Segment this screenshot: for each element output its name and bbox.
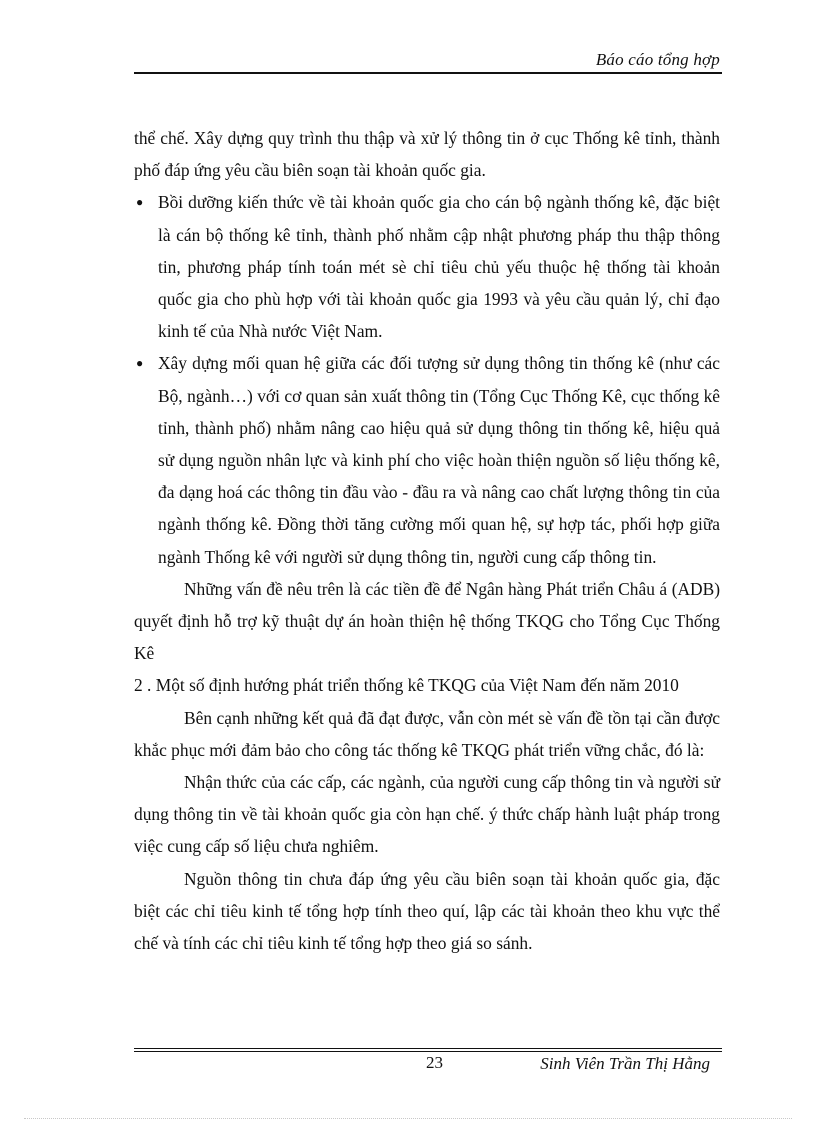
footer-author: Sinh Viên Trần Thị Hằng [540, 1054, 710, 1073]
paragraph-issues: Bên cạnh những kết quả đã đạt được, vẫn còn mét sè vấn đề tồn tại cần được khắc phục mới đảm bảo cho công tác thống kê TKQG phát triển vững chắc, đó là: [134, 707, 720, 760]
paragraph-adb: Những vấn đề nêu trên là các tiền đề để Ngân hàng Phát triển Châu á (ADB) quyết định hỗ trợ kỹ thuật dự án hoàn thiện hệ thống TKQG cho Tổng Cục Thống Kê [134, 578, 720, 664]
header-divider [134, 72, 722, 74]
bullet-marker-icon: ● [136, 356, 144, 371]
bullet-list [134, 186, 720, 572]
document-body [134, 122, 720, 959]
paragraph-sources: Nguồn thông tin chưa đáp ứng yêu cầu biên soạn tài khoản quốc gia, đặc biệt các chỉ tiêu kinh tế tổng hợp tính theo quí, lập các tài khoản theo khu vực thể chế và tính các chỉ tiêu kinh tế tổng hợp theo giá so sánh. [134, 868, 720, 954]
footer-divider-top [134, 1048, 722, 1049]
page-header-title: Báo cáo tổng hợp [595, 50, 720, 69]
footer-divider-bottom [134, 1051, 722, 1052]
paragraph-awareness: Nhận thức của các cấp, các ngành, của người cung cấp thông tin và người sử dụng thông tin về tài khoản quốc gia còn hạn chế. ý thức chấp hành luật pháp trong việc cung cấp số liệu chưa nghiêm. [134, 772, 720, 857]
bullet-text: Bồi dưỡng kiến thức về tài khoản quốc gia cho cán bộ ngành thống kê, đặc biệt là cán bộ thống kê tỉnh, thành phố nhằm cập nhật phương pháp thu thập thông tin, phương pháp tính toán mét sè chỉ tiêu chủ yếu thuộc hệ thống tài khoản quốc gia cho phù hợp với tài khoản quốc gia 1993 và yêu cầu quản lý, chỉ đạo kinh tế của Nhà nước Việt Nam. [158, 192, 720, 342]
section-heading: 2 . Một số định hướng phát triển thống kê TKQG của Việt Nam đến năm 2010 [134, 675, 679, 696]
bullet-text: Xây dựng mối quan hệ giữa các đối tượng sử dụng thông tin thống kê (như các Bộ, ngành…) với cơ quan sản xuất thông tin (Tổng Cục Thống Kê, cục thống kê tỉnh, thành phố) nhằm nâng cao hiệu quả sử dụng thông tin thống kê, hiệu quả sử dụng nguồn nhân lực và kinh phí cho việc hoàn thiện nguồn số liệu thống kê, đa dạng hoá các thông tin đầu vào - đầu ra và nâng cao chất lượng thông tin của ngành thống kê. Đồng thời tăng cường mối quan hệ, sự hợp tác, phối hợp giữa ngành Thống kê với người sử dụng thông tin, người cung cấp thông tin. [158, 353, 720, 567]
bullet-item-relations [134, 347, 720, 572]
paragraph-intro: thể chế. Xây dựng quy trình thu thập và xử lý thông tin ở cục Thống kê tỉnh, thành phố đáp ứng yêu cầu biên soạn tài khoản quốc gia. [134, 128, 720, 181]
page-number: 23 [426, 1053, 443, 1072]
page-bottom-border [24, 1118, 792, 1119]
bullet-item-training [134, 186, 720, 347]
bullet-marker-icon: ● [136, 195, 144, 210]
